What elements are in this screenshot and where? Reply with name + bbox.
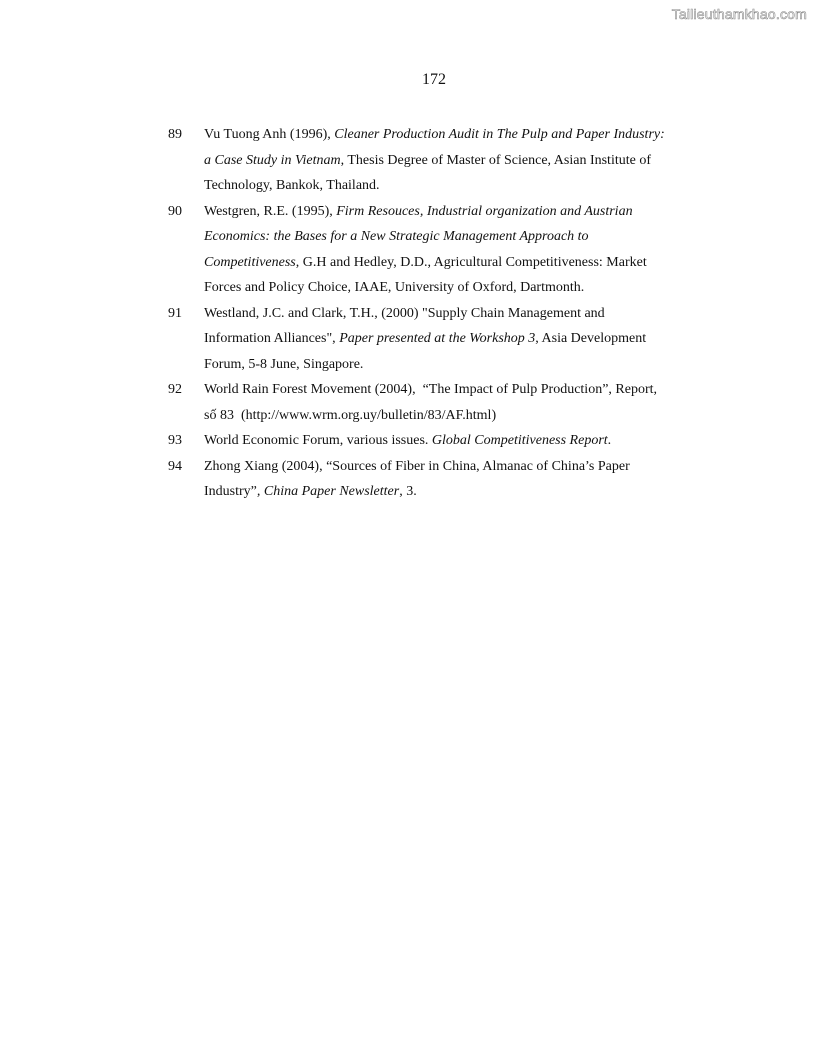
reference-segment: . — [607, 433, 612, 448]
reference-line — [204, 377, 708, 403]
reference-line — [204, 250, 708, 276]
reference-italic-segment: , China Paper Newsletter — [256, 484, 400, 499]
reference-line — [204, 122, 708, 148]
reference-italic-segment: Competitiveness — [204, 254, 296, 270]
reference-line — [204, 148, 708, 174]
reference-italic-segment: Economics: the Bases for a New Strategic Management Approach to — [204, 229, 589, 244]
reference-italic-segment: Global Competitiveness Report — [431, 433, 608, 448]
page-number: 172 — [422, 71, 446, 88]
reference-italic-segment: Paper presented at the Workshop 3 — [339, 331, 536, 346]
reference-italic-segment: a Case Study in Vietnam — [204, 152, 341, 168]
reference-segment: Forces and Policy Choice, IAAE, University of Oxford, Dartmonth. — [204, 280, 585, 295]
reference-text — [204, 199, 708, 301]
reference-number: 90 — [168, 203, 182, 219]
reference-line — [204, 479, 708, 505]
reference-line — [204, 326, 708, 352]
reference-segment: World Economic Forum, various issues. — [204, 433, 432, 448]
reference-segment: , Thesis Degree of Master of Science, Asian Institute of — [340, 152, 651, 168]
reference-segment: Vu Tuong Anh (1996), — [204, 127, 335, 142]
reference-segment: Forum, 5-8 June, Singapore. — [204, 356, 364, 372]
reference-segment: Westland, J.C. and Clark, T.H., (2000) "Supply Chain Management and — [204, 305, 605, 321]
reference-entry — [168, 377, 708, 428]
reference-line — [204, 301, 708, 327]
reference-line — [204, 403, 708, 429]
reference-text — [204, 122, 708, 199]
reference-entry — [168, 122, 708, 199]
reference-italic-segment: Firm Resouces, Industrial organization and Austrian — [336, 203, 633, 219]
reference-italic-segment: Cleaner Production Audit in The Pulp and Paper Industry: — [334, 127, 665, 142]
reference-number: 91 — [168, 305, 182, 321]
reference-line — [204, 173, 708, 199]
reference-entry — [168, 301, 708, 378]
reference-line — [204, 428, 708, 454]
reference-segment: , Asia Development — [535, 331, 647, 346]
reference-text — [204, 428, 708, 454]
reference-segment: World Rain Forest Movement (2004), “The Impact of Pulp Production”, Report, — [204, 382, 658, 397]
reference-segment: Westgren, R.E. (1995), — [204, 203, 337, 219]
reference-line — [204, 224, 708, 250]
reference-segment: , G.H and Hedley, D.D., Agricultural Competitiveness: Market — [295, 254, 647, 270]
reference-list — [168, 122, 708, 505]
reference-segment: Industry” — [204, 484, 257, 499]
reference-segment: , 3. — [399, 484, 417, 499]
reference-number: 94 — [168, 458, 182, 474]
reference-entry — [168, 454, 708, 505]
reference-segment: số 83 (http://www.wrm.org.uy/bulletin/83/AF.html) — [204, 407, 497, 423]
reference-entry — [168, 199, 708, 301]
reference-number: 92 — [168, 382, 182, 397]
reference-segment: Technology, Bankok, Thailand. — [204, 178, 380, 193]
reference-line — [204, 199, 708, 225]
reference-number: 89 — [168, 127, 182, 142]
reference-entry — [168, 428, 708, 454]
reference-text — [204, 454, 708, 505]
reference-number: 93 — [168, 433, 182, 448]
reference-segment: Information Alliances", — [204, 331, 340, 346]
reference-line — [204, 454, 708, 480]
reference-line — [204, 275, 708, 301]
reference-line — [204, 352, 708, 378]
reference-text — [204, 301, 708, 378]
reference-text — [204, 377, 708, 428]
reference-segment: Zhong Xiang (2004), “Sources of Fiber in China, Almanac of China’s Paper — [204, 458, 630, 474]
watermark-text: Tailieuthamkhao.com — [671, 6, 807, 22]
